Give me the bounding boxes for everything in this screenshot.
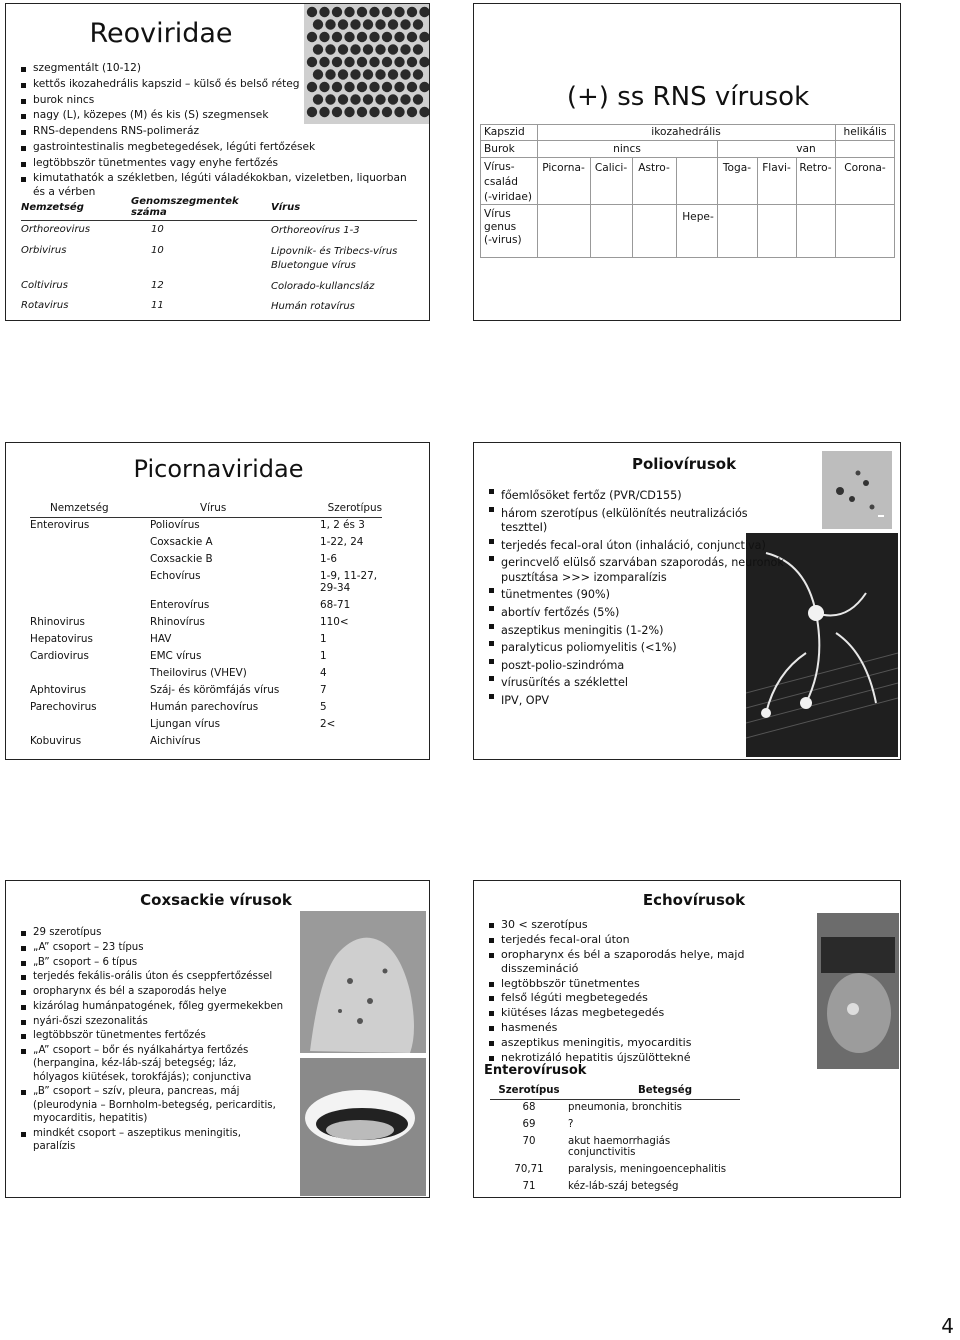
cell-family: Astro- [638, 162, 670, 174]
cell-family: Picorna- [542, 162, 585, 174]
col-header: Betegség [638, 1085, 693, 1096]
table-cell: pneumonia, bronchitis [568, 1102, 682, 1113]
table-cell [30, 717, 150, 734]
bullet-item: legtöbbször tünetmentes vagy enyhe fertőzés [20, 157, 415, 171]
row-label-csalad: Vírus- család (-viridae) [484, 161, 533, 203]
bullet-item: burok nincs [20, 94, 415, 108]
table-row [30, 518, 382, 536]
bullet-item: felső légúti megbetegedés [488, 991, 820, 1005]
table-row [30, 632, 382, 649]
table-row [490, 1117, 740, 1134]
bullet-item: 30 < szerotípus [488, 918, 820, 932]
poliovirus-micrograph-image [822, 451, 892, 529]
table-cell: Orthoreovírus 1-3 [271, 225, 360, 236]
table-cell: Enterovirus [30, 519, 90, 531]
bullet-item: gerincvelő elülső szarvában szaporodás, neuronok pusztítása >>> izomparalízis [488, 556, 784, 585]
cell-van: van [796, 143, 816, 155]
page-number: 4 [941, 1314, 954, 1338]
table-row [30, 569, 382, 598]
bullet-item: terjedés fecal-oral úton [488, 933, 820, 947]
bullet-item: „B” csoport – 6 típus [20, 956, 285, 969]
bullet-item: poszt-polio-szindróma [488, 659, 784, 674]
table-cell: 11 [151, 300, 164, 311]
cell-family: Flavi- [762, 162, 791, 174]
table-row [21, 277, 417, 298]
bullet-item: kimutathatók a székletben, légúti váladékokban, vizeletben, liquorban és a vérben [20, 172, 415, 200]
bullet-item: főemlősöket fertőz (PVR/CD155) [488, 489, 784, 504]
reo-table [21, 194, 417, 318]
table-cell: Humán rotavírus [271, 301, 355, 312]
table-cell: Enterovírus [150, 599, 210, 611]
slide-reoviridae [5, 3, 430, 321]
bullet-list [20, 926, 285, 1155]
table-cell: 70,71 [514, 1164, 544, 1175]
table-cell [30, 598, 150, 615]
table-cell: 2< [320, 718, 336, 730]
table-cell [320, 734, 382, 751]
col-header: Szerotípus [498, 1085, 560, 1096]
table-cell: 12 [151, 279, 164, 291]
bullet-item: oropharynx és bél a szaporodás helye [20, 985, 285, 998]
bullet-item: három szerotípus (elkülönítés neutralizációs tesztteI) [488, 507, 784, 536]
cell-helikalis: helikális [843, 126, 887, 138]
bullet-item: aszeptikus meningitis (1-2%) [488, 624, 784, 639]
table-cell: akut haemorrhagiás conjunctivitis [568, 1136, 671, 1158]
bullet-item: tünetmentes (90%) [488, 588, 784, 603]
bullet-item: nagy (L), közepes (M) és kis (S) szegmensek [20, 109, 415, 123]
cell-family: Toga- [722, 162, 752, 174]
table-cell: EMC vírus [150, 650, 202, 662]
table-cell: 69 [522, 1119, 536, 1130]
table-cell [30, 552, 150, 569]
bullet-item: „B” csoport – szív, pleura, pancreas, máj (pleurodynia – Bornholm-betegség, pericarditis, myocarditis, hepatitis) [20, 1085, 285, 1125]
picorna-table [30, 500, 382, 751]
bullet-item: nyári-őszi szezonalitás [20, 1015, 285, 1028]
table-cell: kéz-láb-száj betegség [568, 1181, 679, 1192]
table-cell: 70 [522, 1136, 536, 1147]
bullet-item: paralyticus poliomyelitis (<1%) [488, 641, 784, 656]
table-cell: Száj- és körömfájás vírus [150, 684, 280, 696]
col-header: Nemzetség [21, 201, 84, 213]
hand-rash-photo [300, 911, 426, 1053]
table-cell: 4 [320, 667, 327, 679]
bullet-list [488, 918, 820, 1065]
bullet-item: gastrointestinalis megbetegedések, légúti fertőzések [20, 141, 415, 155]
bullet-item: oropharynx és bél a szaporodás helye, majd disszemináció [488, 948, 820, 977]
table-cell: Coxsackie A [150, 536, 213, 548]
table-cell: 10 [151, 224, 164, 235]
bullet-item: szegmentált (10-12) [20, 62, 415, 76]
table-row [21, 242, 417, 277]
table-cell: paralysis, meningoencephalitis [568, 1164, 727, 1175]
table-row [30, 717, 382, 734]
table-row [490, 1179, 740, 1196]
slide-title: Poliovírusok [631, 455, 737, 473]
cell-hepe: Hepe- [682, 211, 714, 223]
slide-title: Coxsackie vírusok [140, 891, 292, 909]
table-row [490, 1162, 740, 1179]
table-row [30, 649, 382, 666]
table-cell: 68-71 [320, 599, 351, 611]
table-row [30, 535, 382, 552]
table-cell: Lipovnik- és Tribecs-vírus Bluetongue vírus [271, 245, 398, 271]
table-cell: 5 [320, 701, 327, 713]
table-row [30, 615, 382, 632]
table-cell: 1 [320, 650, 327, 662]
table-row [490, 1100, 740, 1118]
bullet-item: mindkét csoport – aszeptikus meningitis, paralízis [20, 1127, 285, 1154]
col-header: Genomszegmentek száma [131, 196, 239, 218]
table-cell: Rhinovirus [30, 616, 85, 628]
table-cell [30, 535, 150, 552]
cell-ikozahedralis: ikozahedrális [651, 126, 721, 138]
bullet-item: abortív fertőzés (5%) [488, 606, 784, 621]
table-cell: ? [568, 1119, 574, 1130]
table-cell: Echovírus [150, 570, 201, 582]
enterovirus-table [490, 1084, 740, 1196]
table-row [30, 734, 382, 751]
table-cell [30, 666, 150, 683]
bullet-list [488, 489, 784, 711]
slide-picornaviridae [5, 442, 430, 760]
table-cell: 10 [151, 244, 164, 256]
col-header: Nemzetség [50, 502, 109, 514]
cell-nincs: nincs [613, 143, 641, 155]
table-cell: HAV [150, 633, 172, 645]
table-cell: 1-9, 11-27, 29-34 [320, 570, 378, 594]
bullet-item: IPV, OPV [488, 694, 784, 709]
bullet-item: 29 szerotípus [20, 926, 285, 939]
table-cell: Rotavirus [21, 300, 69, 311]
slide-poliovirusok [473, 442, 901, 760]
table-cell: Parechovirus [30, 701, 97, 713]
table-cell [30, 569, 150, 598]
bullet-item: terjedés fekális-orális úton és cseppfertőzéssel [20, 970, 285, 983]
bullet-item: RNS-dependens RNS-polimeráz [20, 125, 415, 139]
table-cell: Cardiovirus [30, 650, 89, 662]
table-cell: Colorado-kullancsláz [271, 280, 375, 292]
slide-echovirusok [473, 880, 901, 1198]
bullet-item: kizárólag humánpatogének, főleg gyermekekben [20, 1000, 285, 1013]
slide-ssrna-viruses [473, 3, 901, 321]
table-cell: Theilovirus (VHEV) [150, 667, 247, 679]
table-cell: Aichivírus [150, 735, 201, 747]
slide-title: Picornaviridae [133, 455, 304, 483]
cell-family: Corona- [844, 162, 886, 174]
bullet-item: kettős ikozahedrális kapszid – külső és belső réteg [20, 78, 415, 92]
slide-title: Echovírusok [642, 891, 746, 909]
table-cell: Humán parechovírus [150, 701, 259, 713]
bullet-list [20, 62, 415, 202]
table-cell: 1, 2 és 3 [320, 519, 365, 531]
col-header: Vírus [271, 201, 301, 213]
bullet-item: kiütéses lázas megbetegedés [488, 1006, 820, 1020]
mouth-lesions-photo [300, 1058, 426, 1196]
table-cell: Hepatovirus [30, 633, 93, 645]
bullet-item: aszeptikus meningitis, myocarditis [488, 1036, 820, 1050]
col-header: Vírus [200, 502, 227, 514]
table-row [30, 666, 382, 683]
table-row [21, 221, 417, 242]
row-label-genus: Vírus genus (-virus) [484, 208, 522, 247]
table-row [30, 598, 382, 615]
table-cell: 1-22, 24 [320, 536, 364, 548]
table-row [30, 552, 382, 569]
bullet-item: „A” csoport – 23 típus [20, 941, 285, 954]
table-cell: Orbivirus [21, 244, 67, 256]
table-cell: Rhinovírus [150, 616, 205, 628]
cell-family: Retro- [799, 162, 832, 174]
table-cell: Coxsackie B [150, 553, 213, 565]
infant-photo [817, 913, 899, 1069]
slide-title: (+) ss RNS vírusok [566, 82, 810, 112]
table-cell: 1 [320, 633, 327, 645]
table-cell: Poliovírus [150, 519, 200, 531]
table-cell: Ljungan vírus [150, 718, 221, 730]
table-cell: 68 [522, 1102, 536, 1113]
bullet-item: legtöbbször tünetmentes fertőzés [20, 1029, 285, 1042]
slide-coxsackie [5, 880, 430, 1198]
table-row [21, 297, 417, 318]
col-header: Szerotípus [327, 502, 382, 514]
table-row [30, 700, 382, 717]
table-cell: Coltivirus [21, 279, 68, 291]
bullet-item: legtöbbször tünetmentes [488, 977, 820, 991]
table-cell: 1-6 [320, 553, 337, 565]
table-cell: 7 [320, 684, 327, 696]
enterovirus-subtitle: Enterovírusok [484, 1063, 587, 1078]
cell-family: Calici- [594, 162, 628, 174]
table-cell: 71 [522, 1181, 536, 1192]
table-cell: Kobuvirus [30, 735, 82, 747]
bullet-item: nekrotizáló hepatitis újszülöttekné [488, 1051, 820, 1065]
table-row [30, 683, 382, 700]
classification-grid [480, 124, 895, 258]
bullet-item: „A” csoport – bőr és nyálkahártya fertőzés (herpangina, kéz-láb-száj betegség; láz, hólyagos kiütések, torokfájás); conjunctiva [20, 1044, 285, 1084]
bullet-item: terjedés fecal-oral úton (inhaláció, conjunctiva) [488, 539, 784, 554]
table-row [490, 1134, 740, 1162]
slide-title: Reoviridae [89, 18, 233, 49]
table-cell: 110< [320, 616, 349, 628]
row-label-kapszid: Kapszid [484, 126, 525, 138]
bullet-item: hasmenés [488, 1021, 820, 1035]
table-cell: Orthoreovirus [21, 224, 91, 235]
table-cell: Aphtovirus [30, 684, 87, 696]
bullet-item: vírusürítés a széklettel [488, 676, 784, 691]
row-label-burok: Burok [484, 143, 515, 155]
